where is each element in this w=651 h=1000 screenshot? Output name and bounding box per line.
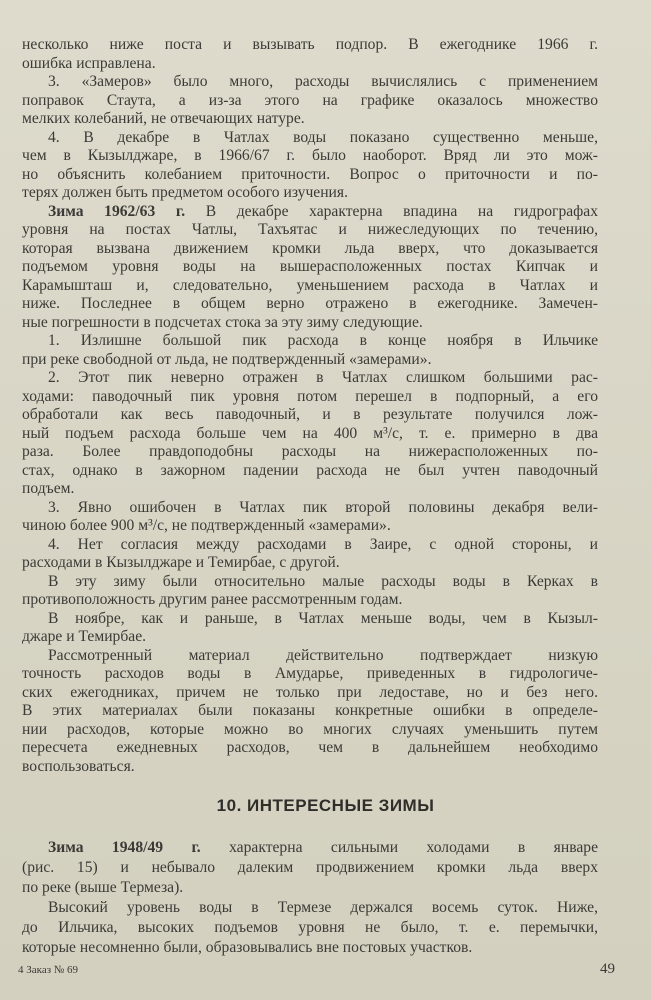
paragraph bbox=[22, 129, 598, 203]
text-line: уровня на постах Чатлы, Тахъятас и нижеследующих по течению, bbox=[22, 221, 598, 238]
text-line bbox=[22, 203, 598, 222]
section-heading: 10. ИНТЕРЕСНЫЕ ЗИМЫ bbox=[216, 796, 435, 815]
page-number: 49 bbox=[600, 961, 615, 977]
text-line: 2. Этот пик неверно отражен в Чатлах слишком большими рас- bbox=[48, 369, 598, 386]
text-line: обработали как весь паводочный, и в результате получился лож- bbox=[22, 406, 598, 423]
text-line: мелких колебаний, не отвечающих натуре. bbox=[22, 110, 305, 127]
text-line: при реке свободной от льда, не подтвержденный «замерами». bbox=[22, 350, 432, 368]
paragraph bbox=[22, 898, 598, 958]
text-line: терях должен быть предметом особого изучения. bbox=[22, 184, 348, 201]
paragraph bbox=[22, 369, 598, 499]
text-line: Карамышташ и, следовательно, уменьшением расхода в Чатлах и bbox=[22, 276, 598, 294]
paragraph bbox=[22, 647, 598, 777]
text-line: нии расходов, которые можно во многих случаях уменьшить путем bbox=[22, 720, 598, 738]
text-line: поправок Стаута, а из-за этого на графике оказалось множество bbox=[22, 91, 598, 109]
text-line: воспользоваться. bbox=[22, 757, 135, 775]
text-line: чем в Кызылджаре, в 1966/67 г. было наоборот. Вряд ли это мож- bbox=[22, 147, 598, 164]
text-line: ный подъем расхода больше чем на 400 м³/с, т. е. примерно в два bbox=[22, 424, 598, 442]
text-line: ошибка исправлена. bbox=[22, 54, 156, 72]
paragraph bbox=[22, 73, 598, 129]
text-line: джаре и Темирбае. bbox=[22, 628, 147, 645]
paragraph bbox=[22, 838, 598, 898]
paragraph bbox=[22, 499, 598, 536]
paragraph-lead: Зима 1962/63 г. bbox=[48, 202, 186, 220]
text-line: пересчета ежедневных расходов, чем в дальнейшем необходимо bbox=[22, 739, 598, 756]
text-line: ских ежегодниках, причем не только при ледоставе, но и без него. bbox=[22, 683, 598, 701]
line-text: В декабре характерна впадина на гидрографах bbox=[185, 202, 598, 220]
text-line: ходами: паводочный пик уровня потом перешел в подпорный, а его bbox=[22, 387, 598, 405]
paragraph bbox=[22, 536, 598, 573]
text-line: В этих материалах были показаны конкретные ошибки в определе- bbox=[22, 702, 598, 719]
text-line: стах, однако в зажорном падении расхода не был учтен паводочный bbox=[22, 461, 598, 479]
text-line: 3. Явно ошибочен в Чатлах пик второй половины декабря вели- bbox=[48, 498, 598, 516]
line-text: характерна сильными холодами в январе bbox=[200, 839, 598, 856]
text-line: противоположность другим ранее рассмотренным годам. bbox=[22, 591, 403, 608]
paragraph bbox=[22, 573, 598, 610]
text-line: чиною более 900 м³/с, не подтвержденный «замерами». bbox=[22, 517, 391, 534]
text-line: (рис. 15) и небывало далеким продвижением кромки льда вверх bbox=[22, 859, 598, 876]
printer-signature: 4 Заказ № 69 bbox=[18, 964, 79, 976]
paragraph bbox=[22, 203, 598, 333]
text-line: ниже. Последнее в общем верно отражено в ежегоднике. Замечен- bbox=[22, 295, 598, 312]
text-line: расходами в Кызылджаре и Темирбае, с другой. bbox=[22, 554, 340, 571]
paragraph bbox=[22, 610, 598, 647]
text-line: несколько ниже поста и вызывать подпор. В ежегоднике 1966 г. bbox=[22, 36, 598, 53]
text-line: Высокий уровень воды в Термезе держался восемь суток. Ниже, bbox=[48, 899, 598, 916]
text-line bbox=[22, 838, 598, 858]
text-line: 1. Излишне большой пик расхода в конце ноября в Ильчике bbox=[48, 332, 598, 349]
text-line: раза. Более правдоподобны расходы на нижерасположенных по- bbox=[22, 443, 598, 460]
paragraph bbox=[22, 332, 598, 369]
paragraph bbox=[22, 36, 598, 73]
text-line: которые несомненно были, образовывались вне постовых участков. bbox=[22, 939, 473, 956]
text-line: В ноябре, как и раньше, в Чатлах меньше воды, чем в Кызыл- bbox=[48, 609, 598, 627]
text-line: ные погрешности в подсчетах стока за эту зиму следующие. bbox=[22, 313, 423, 331]
body-text-lower bbox=[22, 838, 598, 958]
text-line: но объяснить колебанием приточности. Вопрос о приточности и по- bbox=[22, 165, 598, 183]
text-line: Рассмотренный материал действительно подтверждает низкую bbox=[48, 646, 598, 664]
text-line: 4. Нет согласия между расходами в Заире, с одной стороны, и bbox=[48, 535, 598, 553]
text-line: по реке (выше Термеза). bbox=[22, 879, 184, 896]
text-line: В эту зиму были относительно малые расходы воды в Керках в bbox=[48, 572, 598, 590]
text-line: 3. «Замеров» было много, расходы вычислялись с применением bbox=[48, 73, 598, 90]
paragraph-lead: Зима 1948/49 г. bbox=[48, 839, 201, 856]
text-line: 4. В декабре в Чатлах воды показано существенно меньше, bbox=[48, 128, 598, 146]
text-line: до Ильчика, высоких подъемов уровня не было, т. е. перемычки, bbox=[22, 919, 598, 936]
text-line: подъемом уровня воды на вышерасположенных постах Кипчак и bbox=[22, 258, 598, 275]
body-text-upper bbox=[22, 36, 598, 776]
text-line: точность расходов воды в Амударье, приведенных в гидрологиче- bbox=[22, 665, 598, 682]
text-line: которая вызвана движением кромки льда вверх, что доказывается bbox=[22, 239, 598, 257]
text-line: подъем. bbox=[22, 480, 75, 497]
